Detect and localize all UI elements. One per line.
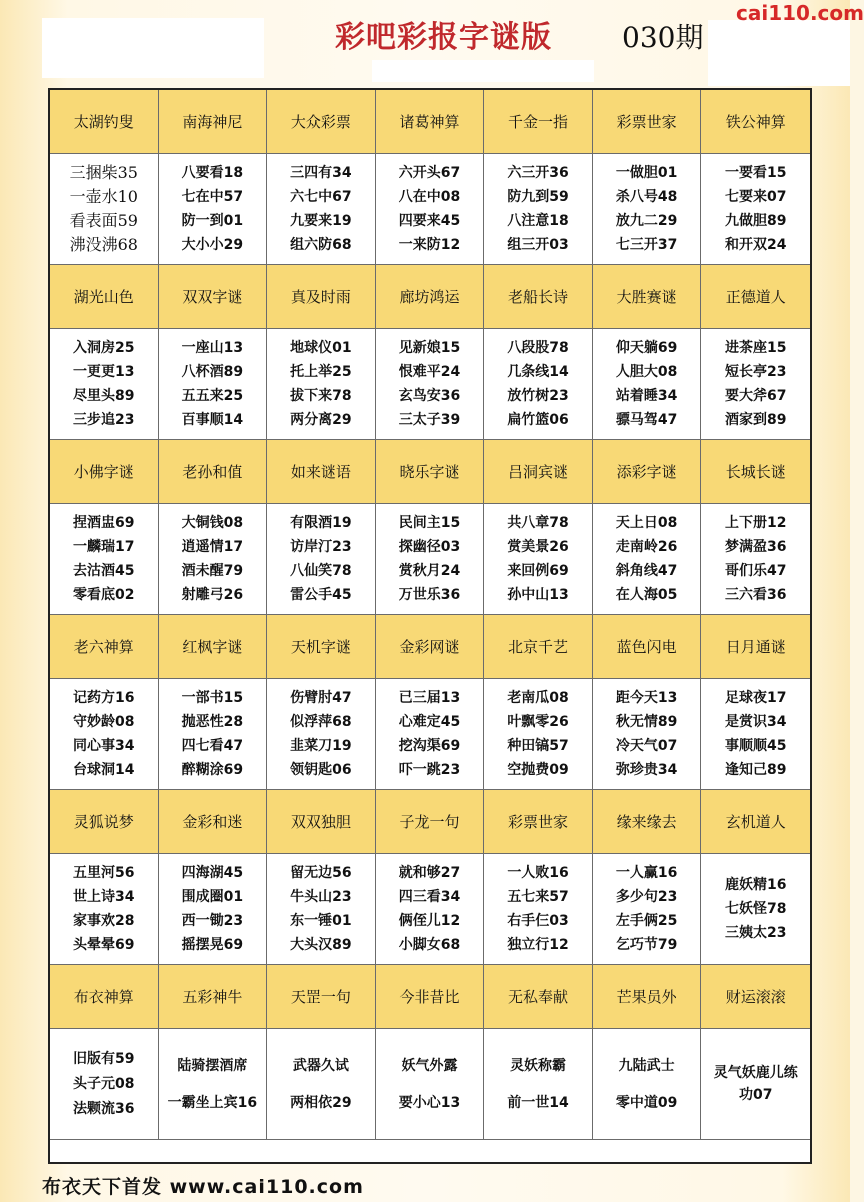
riddle-line: 一做胆01 [615,165,678,181]
riddle-cell [701,679,810,790]
riddle-line: 守妙龄08 [73,714,135,730]
riddle-cell [159,1029,268,1140]
riddle-cell [701,1029,810,1140]
riddle-line: 见新娘15 [398,340,461,356]
riddle-line: 逢知己89 [724,762,787,778]
riddle-line: 鹿妖精16 [724,877,787,893]
column-header: 正德道人 [701,265,810,329]
riddle-cell [484,854,593,965]
riddle-line: 天上日08 [615,515,678,531]
riddle-line: 弥珍贵34 [615,762,678,778]
riddle-line: 射雕弓26 [181,587,244,603]
riddle-line: 五七来57 [507,889,569,905]
blank-box [708,20,850,86]
riddle-line: 右手仨03 [507,913,569,929]
riddle-cell [267,679,376,790]
riddle-line: 进茶座15 [724,340,787,356]
site-logo[interactable] [730,0,864,26]
riddle-line: 要小心13 [398,1094,461,1111]
column-header: 老孙和值 [159,440,268,504]
column-header: 金彩网谜 [376,615,485,679]
riddle-line: 灵气妖鹿儿练功07 [713,1065,798,1103]
riddle-line: 五里河56 [73,865,135,881]
riddle-line: 多少句23 [615,889,678,905]
column-header: 双双字谜 [159,265,268,329]
column-header: 真及时雨 [267,265,376,329]
riddle-line: 两相依29 [290,1094,352,1111]
riddle-line: 俩侄儿12 [398,913,461,929]
riddle-line: 距今天13 [615,690,678,706]
riddle-line: 围成圈01 [181,889,244,905]
riddle-line: 要大斧67 [724,388,787,404]
riddle-line: 独立行12 [507,937,569,953]
riddle-cell [593,854,702,965]
riddle-cell [593,329,702,440]
riddle-cell [484,504,593,615]
riddle-line: 是赏识34 [724,714,787,730]
riddle-cell [376,154,485,265]
riddle-line: 恨难平24 [398,364,461,380]
riddle-line: 八在中08 [398,189,461,205]
column-header: 吕洞宾谜 [484,440,593,504]
footer-text: 布衣天下首发 www.cai110.com [42,1176,364,1198]
riddle-line: 大小小29 [181,237,244,253]
riddle-cell [267,854,376,965]
riddle-line: 八注意18 [507,213,569,229]
riddle-line: 老南瓜08 [507,690,569,706]
riddle-cell [701,329,810,440]
riddle-line: 四三看34 [398,889,461,905]
riddle-cell [484,329,593,440]
riddle-line: 九陆武士 [618,1057,675,1074]
riddle-line: 妖气外露 [401,1057,458,1074]
riddle-line: 旧版有59 [73,1051,135,1068]
riddle-line: 逍遥情17 [181,539,244,555]
riddle-line: 伤臂肘47 [290,690,352,706]
riddle-line: 酒家到89 [724,412,787,428]
riddle-line: 留无边56 [290,865,352,881]
riddle-cell [50,154,159,265]
riddle-line: 人胆大08 [615,364,678,380]
riddle-line: 沸没沸68 [69,235,138,254]
column-header: 小佛字谜 [50,440,159,504]
riddle-line: 七要来07 [724,189,787,205]
riddle-line: 防一到01 [181,213,244,229]
riddle-line: 七三开37 [615,237,678,253]
riddle-line: 地球仪01 [290,340,352,356]
riddle-line: 托上举25 [290,364,352,380]
column-header: 布衣神算 [50,965,159,1029]
riddle-line: 头晕晕69 [73,937,135,953]
blank-box [42,18,264,78]
riddle-line: 赏美景26 [507,539,569,555]
riddle-line: 三捆柴35 [69,163,138,182]
riddle-cell [376,854,485,965]
riddle-line: 八要看18 [181,165,244,181]
riddle-line: 心难定45 [398,714,461,730]
riddle-line: 事顺顺45 [724,738,787,754]
riddle-line: 一部书15 [181,690,244,706]
riddle-line: 三姨太23 [724,925,787,941]
riddle-line: 韭菜刀19 [290,738,352,754]
riddle-line: 小脚女68 [398,937,461,953]
riddle-line: 拔下来78 [290,388,352,404]
riddle-line: 七在中57 [181,189,244,205]
riddle-line: 挖沟渠69 [398,738,461,754]
column-header: 天机字谜 [267,615,376,679]
riddle-cell [159,679,268,790]
riddle-line: 九做胆89 [724,213,787,229]
riddle-cell [593,1029,702,1140]
riddle-line: 乞巧节79 [615,937,678,953]
riddle-line: 三四有34 [290,165,352,181]
riddle-line: 抛恶性28 [181,714,244,730]
riddle-line: 放九二29 [615,213,678,229]
riddle-line: 放竹树23 [507,388,569,404]
riddle-line: 吓一跳23 [398,762,461,778]
riddle-cell [593,504,702,615]
riddle-line: 来回例69 [507,563,569,579]
riddle-line: 零看底02 [73,587,135,603]
riddle-cell [376,329,485,440]
riddle-line: 在人海05 [615,587,678,603]
column-header: 晓乐字谜 [376,440,485,504]
riddle-cell [267,1029,376,1140]
riddle-line: 足球夜17 [724,690,787,706]
riddle-line: 武器久试 [292,1057,349,1074]
riddle-line: 入洞房25 [73,340,135,356]
riddle-line: 斜角线47 [615,563,678,579]
riddle-line: 雷公手45 [290,587,352,603]
riddle-line: 尽里头89 [73,388,135,404]
riddle-line: 三太子39 [398,412,461,428]
column-header: 铁公神算 [701,90,810,154]
riddle-line: 三六看36 [724,587,787,603]
riddle-cell [159,329,268,440]
riddle-cell [593,154,702,265]
column-header: 北京千艺 [484,615,593,679]
riddle-line: 上下册12 [724,515,787,531]
riddle-cell [484,154,593,265]
riddle-line: 哥们乐47 [724,563,787,579]
riddle-line: 孙中山13 [507,587,569,603]
riddle-line: 百事顺14 [181,412,244,428]
riddle-cell [159,854,268,965]
riddle-line: 站着睡34 [615,388,678,404]
riddle-cell [376,504,485,615]
riddle-cell [50,504,159,615]
riddle-line: 一人败16 [507,865,569,881]
riddle-line: 牛头山23 [290,889,352,905]
riddle-line: 仰天躺69 [615,340,678,356]
riddle-line: 大铜钱08 [181,515,244,531]
riddle-line: 左手俩25 [615,913,678,929]
riddle-line: 陆骑摆酒席 [177,1057,248,1074]
riddle-line: 西一锄23 [181,913,244,929]
riddle-line: 八杯酒89 [181,364,244,380]
riddle-line: 六三开36 [507,165,569,181]
riddle-line: 头子元08 [73,1075,135,1092]
riddle-line: 四要来45 [398,213,461,229]
riddle-line: 七妖怪78 [724,901,787,917]
riddle-line: 冷天气07 [615,738,678,754]
column-header: 南海神尼 [159,90,268,154]
riddle-line: 种田镐57 [507,738,569,754]
riddle-line: 扁竹篮06 [507,412,569,428]
issue-number: 030期 [622,21,704,54]
column-header: 玄机道人 [701,790,810,854]
riddle-line: 灵妖称霸 [510,1057,567,1074]
column-header: 添彩字谜 [593,440,702,504]
riddle-line: 两分离29 [290,412,352,428]
riddle-line: 六开头67 [398,165,461,181]
riddle-cell [267,154,376,265]
riddle-line: 八段股78 [507,340,569,356]
column-header: 天罡一句 [267,965,376,1029]
riddle-line: 领钥匙06 [290,762,352,778]
blank-box [372,60,594,82]
riddle-line: 去沽酒45 [73,563,135,579]
column-header: 老六神算 [50,615,159,679]
riddle-line: 一来防12 [398,237,461,253]
riddle-cell [159,504,268,615]
column-header: 灵狐说梦 [50,790,159,854]
riddle-line: 一霸坐上宾16 [167,1094,258,1111]
riddle-line: 叶飘零26 [507,714,569,730]
riddle-line: 四七看47 [181,738,244,754]
column-header: 今非昔比 [376,965,485,1029]
riddle-line: 东一锤01 [290,913,352,929]
riddle-line: 秋无情89 [615,714,678,730]
riddle-cell [376,679,485,790]
riddle-line: 九要来19 [290,213,352,229]
riddle-line: 一壶水10 [69,187,138,206]
riddle-line: 几条线14 [507,364,569,380]
riddle-line: 世上诗34 [73,889,135,905]
riddle-line: 大头汉89 [290,937,352,953]
page-title: 彩吧彩报字谜版 [335,20,552,55]
riddle-line: 组三开03 [507,237,569,253]
riddle-line: 防九到59 [507,189,569,205]
riddle-line: 四海湖45 [181,865,244,881]
riddle-line: 走南岭26 [615,539,678,555]
riddle-line: 法颗流36 [73,1100,135,1117]
column-header: 彩票世家 [593,90,702,154]
riddle-line: 记药方16 [73,690,135,706]
column-header: 诸葛神算 [376,90,485,154]
column-header: 太湖钓叟 [50,90,159,154]
riddle-line: 短长亭23 [724,364,787,380]
riddle-line: 六七中67 [290,189,352,205]
riddle-line: 一人赢16 [615,865,678,881]
riddle-line: 空抛费09 [507,762,569,778]
riddle-line: 访岸汀23 [290,539,352,555]
riddle-cell [701,154,810,265]
riddle-cell [267,329,376,440]
riddle-line: 探幽径03 [398,539,461,555]
riddle-cell [484,1029,593,1140]
riddle-line: 就和够27 [398,865,461,881]
column-header: 千金一指 [484,90,593,154]
riddle-cell [50,854,159,965]
column-header: 蓝色闪电 [593,615,702,679]
riddle-line: 台球洞14 [73,762,135,778]
riddle-cell [593,679,702,790]
riddle-line: 一麟瑞17 [73,539,135,555]
column-header: 长城长谜 [701,440,810,504]
column-header: 大众彩票 [267,90,376,154]
column-header: 日月通谜 [701,615,810,679]
riddle-line: 同心事34 [73,738,135,754]
column-header: 无私奉献 [484,965,593,1029]
riddle-line: 前一世14 [507,1094,569,1111]
riddle-line: 家事欢28 [73,913,135,929]
logo-text: cai110.com [736,1,864,25]
riddle-cell [159,154,268,265]
riddle-cell [267,504,376,615]
column-header: 双双独胆 [267,790,376,854]
column-header: 老船长诗 [484,265,593,329]
riddle-line: 杀八号48 [615,189,678,205]
riddle-table [48,88,812,1164]
riddle-cell [50,679,159,790]
riddle-line: 零中道09 [615,1094,678,1111]
riddle-line: 玄鸟安36 [398,388,461,404]
column-header: 廊坊鸿运 [376,265,485,329]
column-header: 芒果员外 [593,965,702,1029]
riddle-line: 一更更13 [73,364,135,380]
riddle-line: 酒未醒79 [181,563,244,579]
riddle-line: 八仙笑78 [290,563,352,579]
riddle-line: 三步追23 [73,412,135,428]
column-header: 子龙一句 [376,790,485,854]
riddle-cell [50,329,159,440]
riddle-cell [701,854,810,965]
riddle-line: 一要看15 [724,165,787,181]
riddle-line: 一座山13 [181,340,244,356]
column-header: 湖光山色 [50,265,159,329]
riddle-line: 民间主15 [398,515,461,531]
riddle-line: 五五来25 [181,388,244,404]
column-header: 彩票世家 [484,790,593,854]
riddle-line: 醉糊涂69 [181,762,244,778]
column-header: 五彩神牛 [159,965,268,1029]
riddle-cell [376,1029,485,1140]
riddle-line: 和开双24 [724,237,787,253]
column-header: 缘来缘去 [593,790,702,854]
riddle-cell [701,504,810,615]
column-header: 如来谜语 [267,440,376,504]
riddle-line: 看表面59 [69,211,138,230]
riddle-line: 似浮萍68 [290,714,352,730]
riddle-line: 骠马驾47 [615,412,678,428]
riddle-line: 万世乐36 [398,587,461,603]
riddle-line: 有限酒19 [290,515,352,531]
column-header: 金彩和迷 [159,790,268,854]
riddle-cell [484,679,593,790]
riddle-line: 组六防68 [290,237,352,253]
column-header: 红枫字谜 [159,615,268,679]
riddle-line: 摇摆晃69 [181,937,244,953]
riddle-line: 梦满盈36 [724,539,787,555]
riddle-cell [50,1029,159,1140]
column-header: 财运滚滚 [701,965,810,1029]
riddle-line: 捏酒盅69 [73,515,135,531]
column-header: 大胜赛谜 [593,265,702,329]
riddle-line: 已三届13 [398,690,461,706]
riddle-line: 赏秋月24 [398,563,461,579]
riddle-line: 共八章78 [507,515,569,531]
